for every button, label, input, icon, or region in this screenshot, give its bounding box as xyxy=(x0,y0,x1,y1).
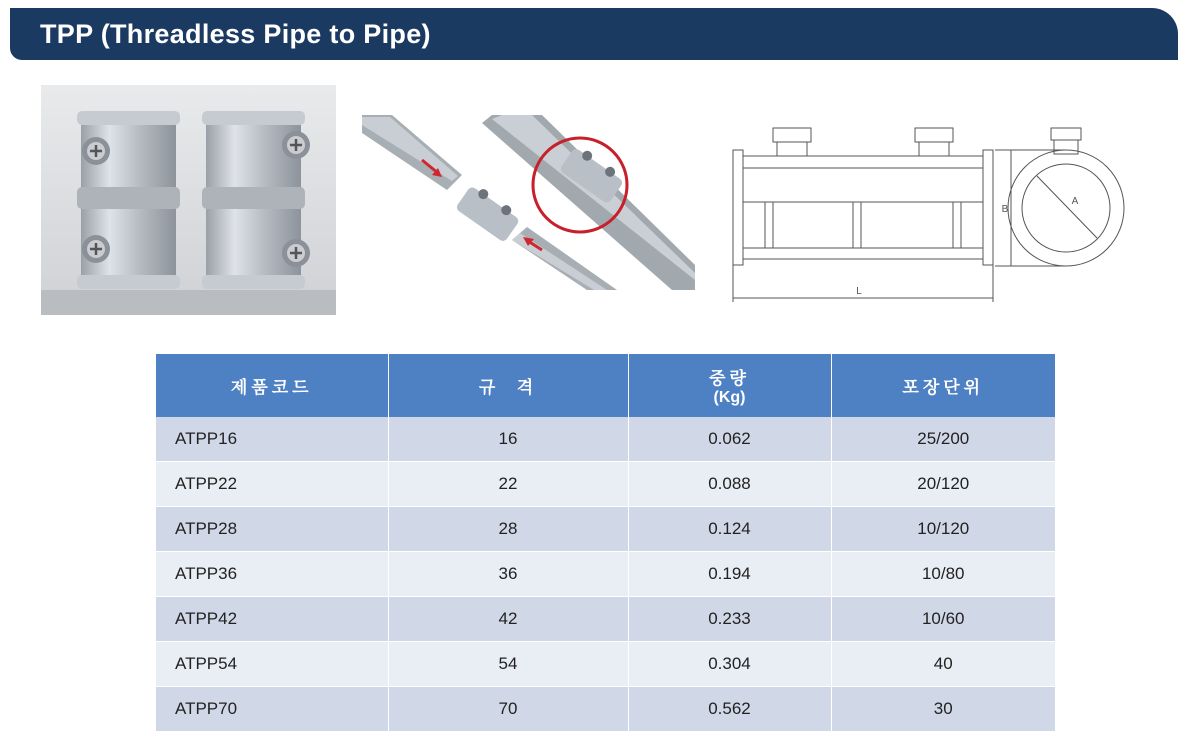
cell-pack: 10/60 xyxy=(831,597,1055,642)
cell-weight: 0.088 xyxy=(628,462,831,507)
header-weight-label: 중량 xyxy=(709,369,750,388)
header-product-code: 제품코드 xyxy=(156,354,388,417)
cell-pack: 40 xyxy=(831,642,1055,687)
cell-size: 16 xyxy=(388,417,628,462)
cell-code: ATPP22 xyxy=(156,462,388,507)
table-header-row xyxy=(156,354,1055,417)
table-row xyxy=(156,417,1055,462)
installation-photo xyxy=(362,115,695,290)
table-row xyxy=(156,552,1055,597)
cell-size: 54 xyxy=(388,642,628,687)
cell-pack: 10/80 xyxy=(831,552,1055,597)
cell-pack: 10/120 xyxy=(831,507,1055,552)
header-packing-unit: 포장단위 xyxy=(831,354,1055,417)
page-title: TPP (Threadless Pipe to Pipe) xyxy=(40,19,431,49)
product-photo xyxy=(41,85,336,315)
table-row xyxy=(156,642,1055,687)
cell-weight: 0.233 xyxy=(628,597,831,642)
spec-table xyxy=(156,354,1055,732)
dimension-drawing-icon xyxy=(725,118,1140,308)
header-weight xyxy=(628,354,831,417)
cell-size: 70 xyxy=(388,687,628,732)
cell-pack: 25/200 xyxy=(831,417,1055,462)
cell-pack: 30 xyxy=(831,687,1055,732)
dimension-drawing xyxy=(725,118,1140,308)
table-row xyxy=(156,462,1055,507)
header-size: 규 격 xyxy=(388,354,628,417)
cell-size: 36 xyxy=(388,552,628,597)
cell-code: ATPP16 xyxy=(156,417,388,462)
cell-weight: 0.562 xyxy=(628,687,831,732)
cell-size: 42 xyxy=(388,597,628,642)
dimension-label-height: B xyxy=(1001,204,1009,215)
cell-code: ATPP70 xyxy=(156,687,388,732)
cell-weight: 0.194 xyxy=(628,552,831,597)
cell-code: ATPP42 xyxy=(156,597,388,642)
cell-code: ATPP36 xyxy=(156,552,388,597)
table-row xyxy=(156,507,1055,552)
cell-pack: 20/120 xyxy=(831,462,1055,507)
cell-weight: 0.124 xyxy=(628,507,831,552)
title-banner xyxy=(10,8,1178,60)
cell-code: ATPP54 xyxy=(156,642,388,687)
dimension-label-length: L xyxy=(856,286,862,297)
table-row xyxy=(156,597,1055,642)
cell-size: 22 xyxy=(388,462,628,507)
product-photo-icon xyxy=(41,85,336,315)
cell-size: 28 xyxy=(388,507,628,552)
cell-code: ATPP28 xyxy=(156,507,388,552)
dimension-label-diameter: A xyxy=(1071,196,1079,207)
installation-photo-icon xyxy=(362,115,695,290)
table-row xyxy=(156,687,1055,732)
cell-weight: 0.304 xyxy=(628,642,831,687)
cell-weight: 0.062 xyxy=(628,417,831,462)
header-weight-unit: (Kg) xyxy=(713,389,746,406)
